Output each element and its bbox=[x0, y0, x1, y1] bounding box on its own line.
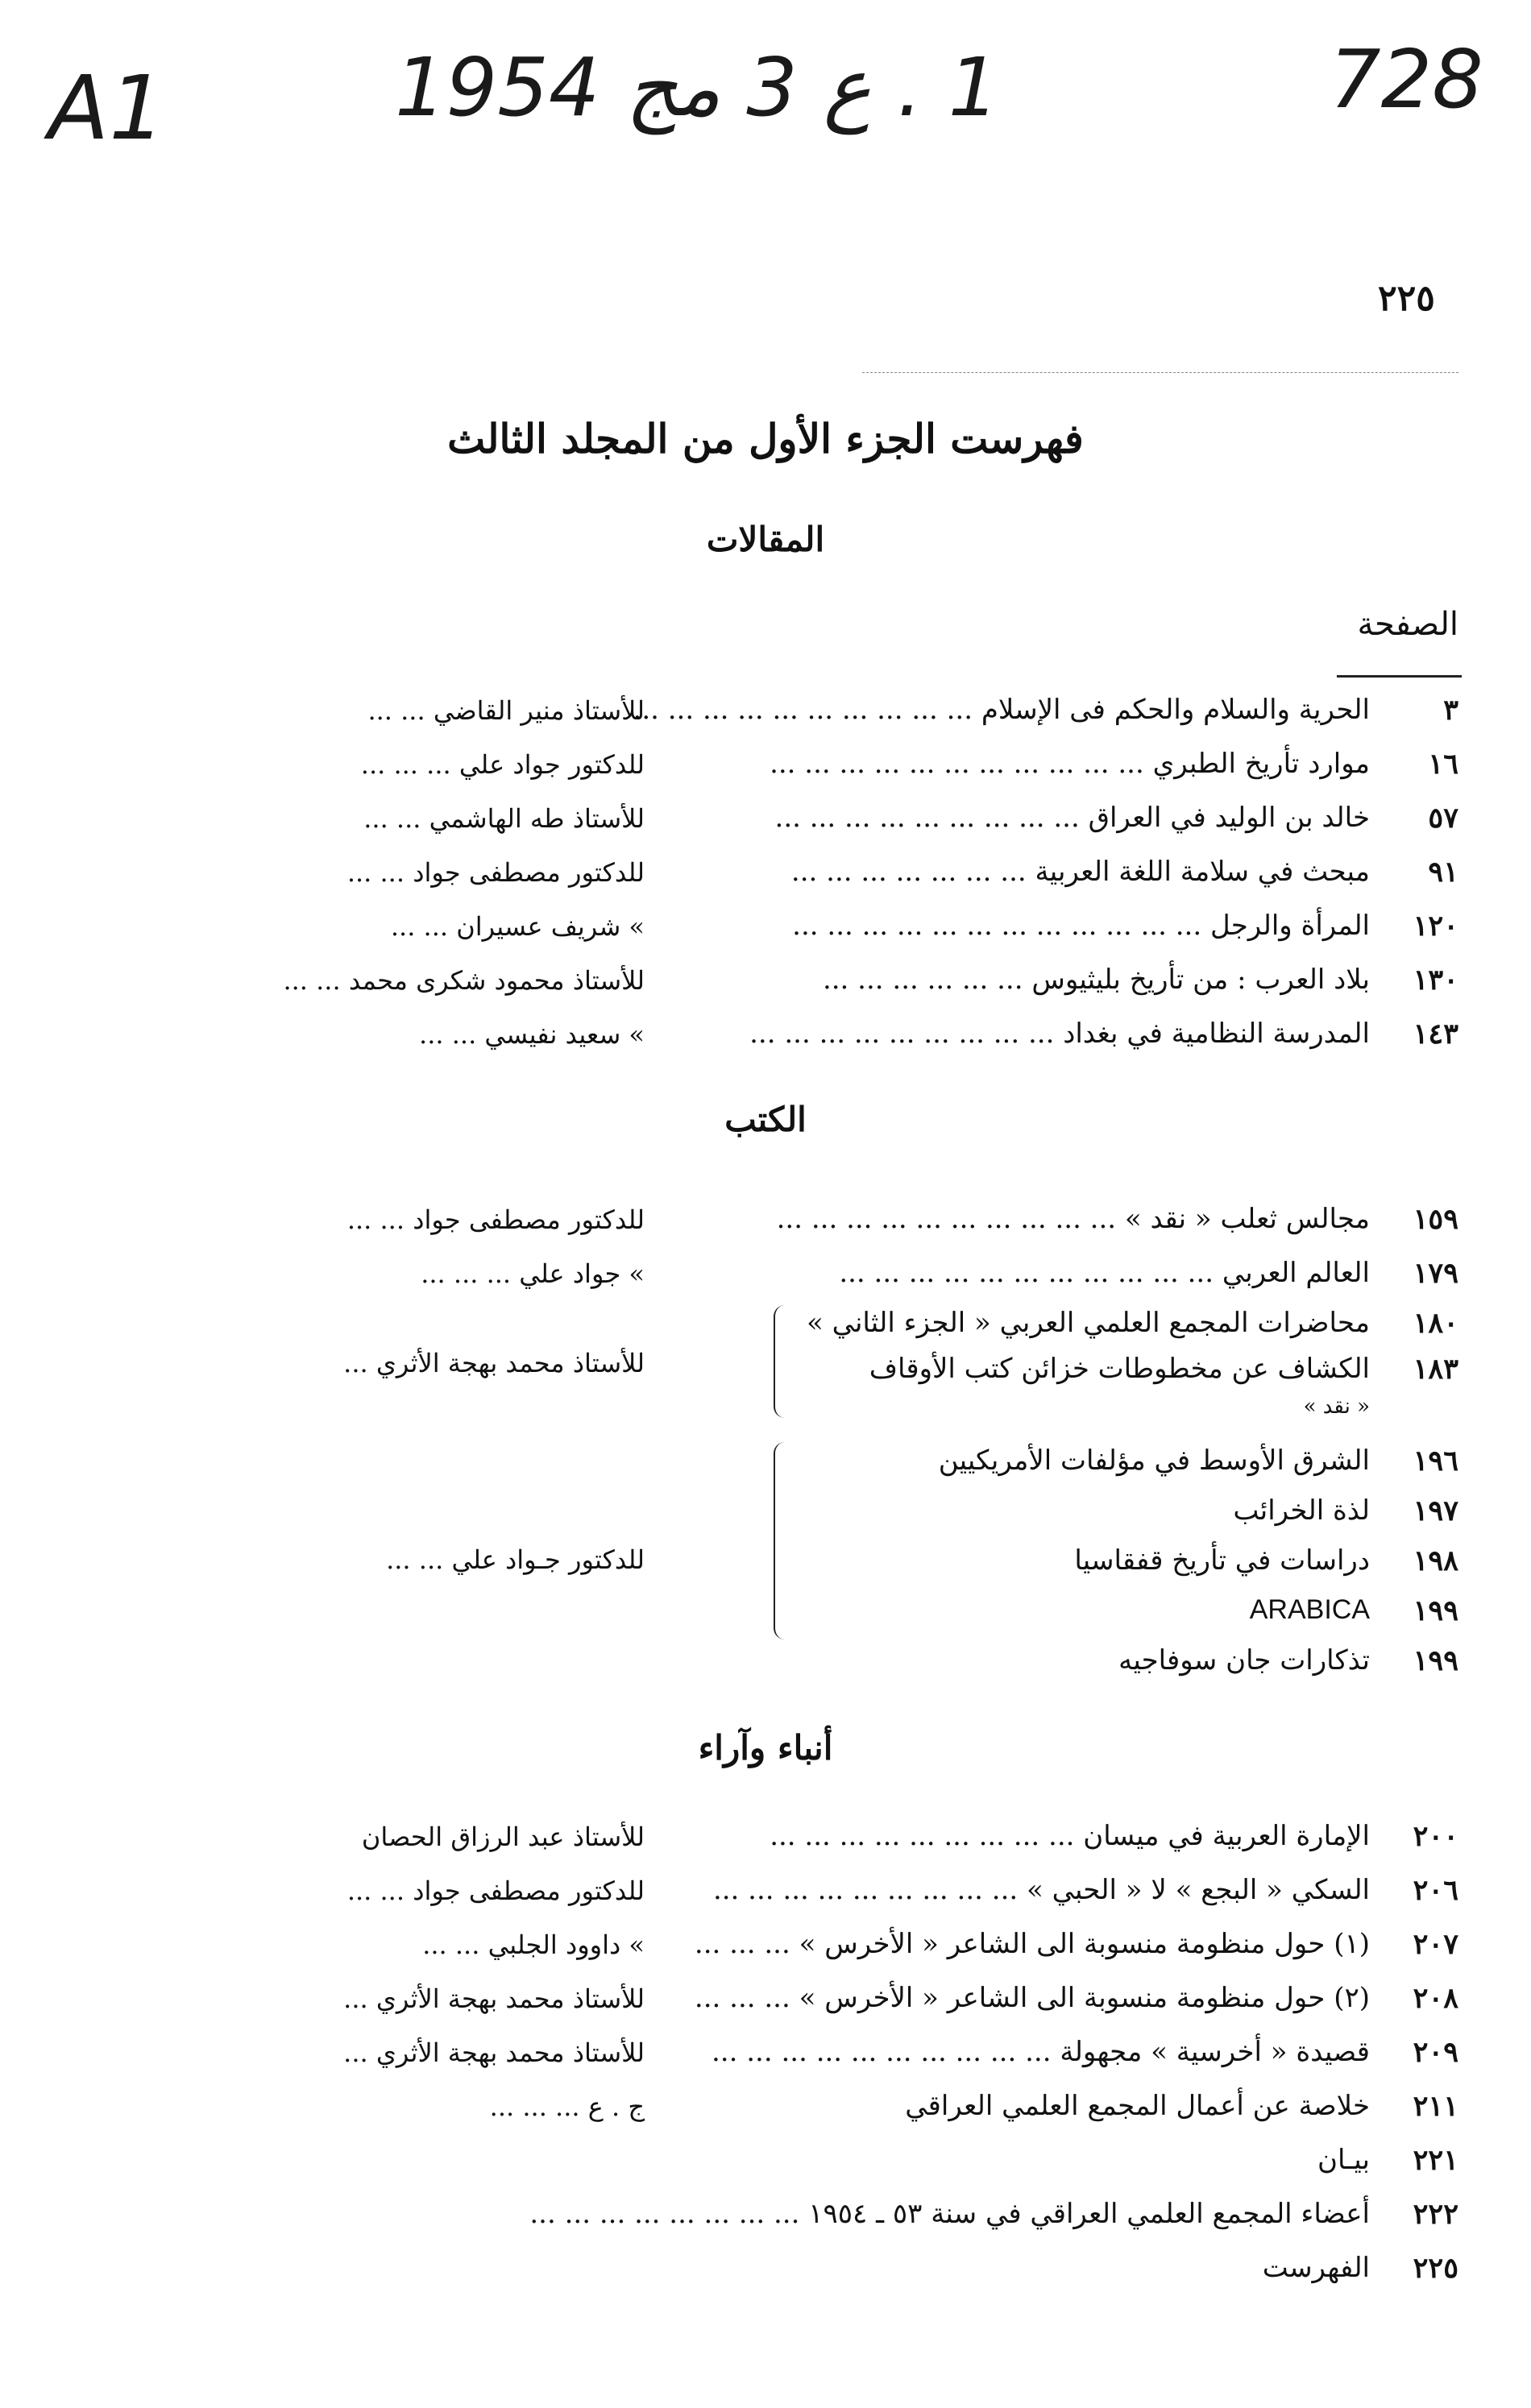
toc-page-number: ١٥٩ bbox=[1413, 1203, 1458, 1236]
page-column-underline bbox=[1337, 675, 1462, 678]
toc-page-number: ٢٠٠ bbox=[1413, 1820, 1458, 1853]
toc-title: قصيدة « أخرسية » مجهولة ... ... ... ... ... ... ... ... ... ... bbox=[712, 2036, 1370, 2068]
section-heading-articles: المقالات bbox=[706, 520, 825, 559]
toc-page-number: ٥٧ bbox=[1428, 802, 1458, 835]
toc-row bbox=[226, 1639, 1458, 1685]
toc-author: للدكتور مصطفى جواد ... ... bbox=[346, 1875, 645, 1906]
toc-row bbox=[226, 2193, 1458, 2238]
toc-title: أعضاء المجمع العلمي العراقي في سنة ٥٣ ـ ١٩٥٤ ... ... ... ... ... ... ... ... bbox=[529, 2198, 1370, 2230]
toc-page-number: ١٩٦ bbox=[1413, 1444, 1458, 1478]
toc-title: موارد تأريخ الطبري ... ... ... ... ... ... ... ... ... ... ... bbox=[770, 748, 1370, 780]
group-brace bbox=[774, 1305, 791, 1418]
toc-author: للدكتور مصطفى جواد ... ... bbox=[346, 1204, 645, 1235]
toc-row bbox=[226, 905, 1458, 950]
toc-page-number: ١٦ bbox=[1428, 748, 1458, 781]
toc-page-number: ٢٠٧ bbox=[1413, 1928, 1458, 1961]
toc-page-number: ٢١١ bbox=[1413, 2090, 1458, 2123]
toc-title: العالم العربي ... ... ... ... ... ... ... ... ... ... ... bbox=[839, 1257, 1370, 1289]
toc-page-number: ٢٢٥ bbox=[1413, 2252, 1458, 2285]
toc-author: ج . ع ... ... ... bbox=[489, 2091, 645, 2122]
toc-row bbox=[226, 743, 1458, 788]
toc-row bbox=[226, 2031, 1458, 2076]
toc-title: محاضرات المجمع العلمي العربي « الجزء الثاني » bbox=[807, 1307, 1370, 1339]
toc-title: (١) حول منظومة منسوبة الى الشاعر « الأخرس » ... ... ... bbox=[694, 1928, 1370, 1960]
toc-page-number: ١٩٩ bbox=[1413, 1594, 1458, 1627]
group-author: للأستاذ محمد بهجة الأثري ... bbox=[343, 1348, 645, 1378]
page-number: ٢٢٥ bbox=[1378, 278, 1435, 319]
group-author: للدكتور جـواد علي ... ... bbox=[386, 1544, 645, 1575]
toc-title: بلاد العرب : من تأريخ بليثيوس ... ... ... ... ... ... bbox=[822, 964, 1370, 996]
toc-page-number: ١٧٩ bbox=[1413, 1257, 1458, 1290]
toc-row bbox=[226, 2247, 1458, 2292]
section-heading-books: الكتب bbox=[724, 1100, 807, 1139]
toc-page-number: ١٢٠ bbox=[1413, 910, 1458, 943]
toc-title: المرأة والرجل ... ... ... ... ... ... ... ... ... ... ... ... bbox=[792, 910, 1370, 942]
page-column-header: الصفحة bbox=[1357, 606, 1458, 643]
toc-row bbox=[226, 1923, 1458, 1968]
toc-page-number: ١٣٠ bbox=[1413, 964, 1458, 997]
toc-page-number: ٢٢١ bbox=[1413, 2144, 1458, 2177]
toc-row bbox=[226, 1490, 1458, 1535]
handwritten-number: 728 bbox=[1330, 32, 1483, 126]
toc-row bbox=[226, 959, 1458, 1004]
handwritten-issue-ref: 1 . ع 3 مج 1954 bbox=[395, 40, 1000, 135]
toc-title: دراسات في تأريخ قفقاسيا bbox=[1074, 1544, 1370, 1577]
section-heading-news: أنباء وآراء bbox=[698, 1728, 833, 1768]
toc-row bbox=[226, 851, 1458, 896]
toc-title: بيـان bbox=[1317, 2144, 1370, 2176]
toc-page-number: ٢٠٨ bbox=[1413, 1982, 1458, 2015]
toc-author: للأستاذ محمد بهجة الأثري ... bbox=[343, 1983, 645, 2014]
toc-row bbox=[226, 1977, 1458, 2022]
toc-page-number: ١٤٣ bbox=[1413, 1017, 1458, 1051]
toc-row bbox=[226, 1815, 1458, 1860]
toc-row bbox=[226, 2085, 1458, 2130]
toc-title: الشرق الأوسط في مؤلفات الأمريكيين bbox=[938, 1444, 1370, 1477]
toc-author: للأستاذ منير القاضي ... ... bbox=[367, 695, 645, 726]
toc-title: مبحث في سلامة اللغة العربية ... ... ... ... ... ... ... bbox=[790, 856, 1370, 888]
toc-row bbox=[226, 1252, 1458, 1297]
group-brace bbox=[774, 1442, 791, 1639]
toc-title: الكشاف عن مخطوطات خزائن كتب الأوقاف bbox=[869, 1353, 1370, 1385]
page-title: فهرست الجزء الأول من المجلد الثالث bbox=[447, 415, 1084, 462]
toc-title: الفهرست bbox=[1262, 2252, 1370, 2284]
toc-page-number: ١٩٩ bbox=[1413, 1644, 1458, 1677]
toc-author: » داوود الجلبي ... ... bbox=[422, 1929, 645, 1960]
toc-author: » شريف عسيران ... ... bbox=[390, 911, 645, 942]
toc-row bbox=[226, 1589, 1458, 1635]
toc-row bbox=[226, 1440, 1458, 1485]
toc-title: خلاصة عن أعمال المجمع العلمي العراقي bbox=[905, 2090, 1370, 2122]
toc-author: للأستاذ عبد الرزاق الحصان bbox=[361, 1822, 645, 1852]
toc-page-number: ٩١ bbox=[1428, 856, 1458, 889]
toc-author: للأستاذ طه الهاشمي ... ... bbox=[363, 803, 645, 834]
toc-page-number: ١٨٣ bbox=[1413, 1353, 1458, 1386]
toc-title: الإمارة العربية في ميسان ... ... ... ... ... ... ... ... ... bbox=[770, 1820, 1370, 1852]
toc-author: » سعيد نفيسي ... ... bbox=[419, 1019, 645, 1050]
toc-page-number: ٢٢٢ bbox=[1413, 2198, 1458, 2231]
toc-title: السكي « البجع » لا « الحبي » ... ... ... ... ... ... ... ... ... bbox=[712, 1874, 1370, 1906]
header-rule bbox=[862, 372, 1458, 373]
toc-row bbox=[226, 1302, 1458, 1347]
toc-page-number: ١٨٠ bbox=[1413, 1307, 1458, 1340]
toc-author: للأستاذ محمد بهجة الأثري ... bbox=[343, 2037, 645, 2068]
toc-author: للدكتور جواد علي ... ... ... bbox=[360, 749, 645, 780]
toc-title: مجالس ثعلب « نقد » ... ... ... ... ... ... ... ... ... ... bbox=[776, 1203, 1370, 1235]
toc-row bbox=[226, 1390, 1458, 1428]
toc-title: تذكارات جان سوفاجيه bbox=[1118, 1644, 1370, 1676]
toc-page-number: ١٩٨ bbox=[1413, 1544, 1458, 1577]
toc-row bbox=[226, 1869, 1458, 1914]
toc-row bbox=[226, 797, 1458, 842]
toc-page-number: ٢٠٩ bbox=[1413, 2036, 1458, 2069]
toc-title: لذة الخرائب bbox=[1233, 1494, 1370, 1527]
toc-row bbox=[226, 2139, 1458, 2184]
toc-title: ARABICA bbox=[1249, 1594, 1370, 1625]
toc-page-number: ١٩٧ bbox=[1413, 1494, 1458, 1527]
toc-title: الحرية والسلام والحكم فى الإسلام ... ... ... ... ... ... ... ... ... ... bbox=[633, 694, 1370, 726]
toc-row bbox=[226, 1198, 1458, 1243]
toc-title: المدرسة النظامية في بغداد ... ... ... ... ... ... ... ... ... bbox=[749, 1017, 1370, 1050]
toc-row bbox=[226, 1013, 1458, 1058]
toc-title: « نقد » bbox=[1303, 1395, 1370, 1419]
handwritten-shelf-mark: A1 bbox=[48, 56, 166, 160]
toc-page-number: ٢٠٦ bbox=[1413, 1874, 1458, 1907]
toc-row bbox=[226, 689, 1458, 734]
toc-page-number: ٣ bbox=[1443, 694, 1458, 727]
toc-author: » جواد علي ... ... ... bbox=[421, 1258, 645, 1289]
toc-title: خالد بن الوليد في العراق ... ... ... ... ... ... ... ... ... bbox=[774, 802, 1370, 834]
toc-title: (٢) حول منظومة منسوبة الى الشاعر « الأخرس » ... ... ... bbox=[694, 1982, 1370, 2014]
toc-author: للدكتور مصطفى جواد ... ... bbox=[346, 857, 645, 888]
toc-author: للأستاذ محمود شكرى محمد ... ... bbox=[283, 965, 645, 996]
